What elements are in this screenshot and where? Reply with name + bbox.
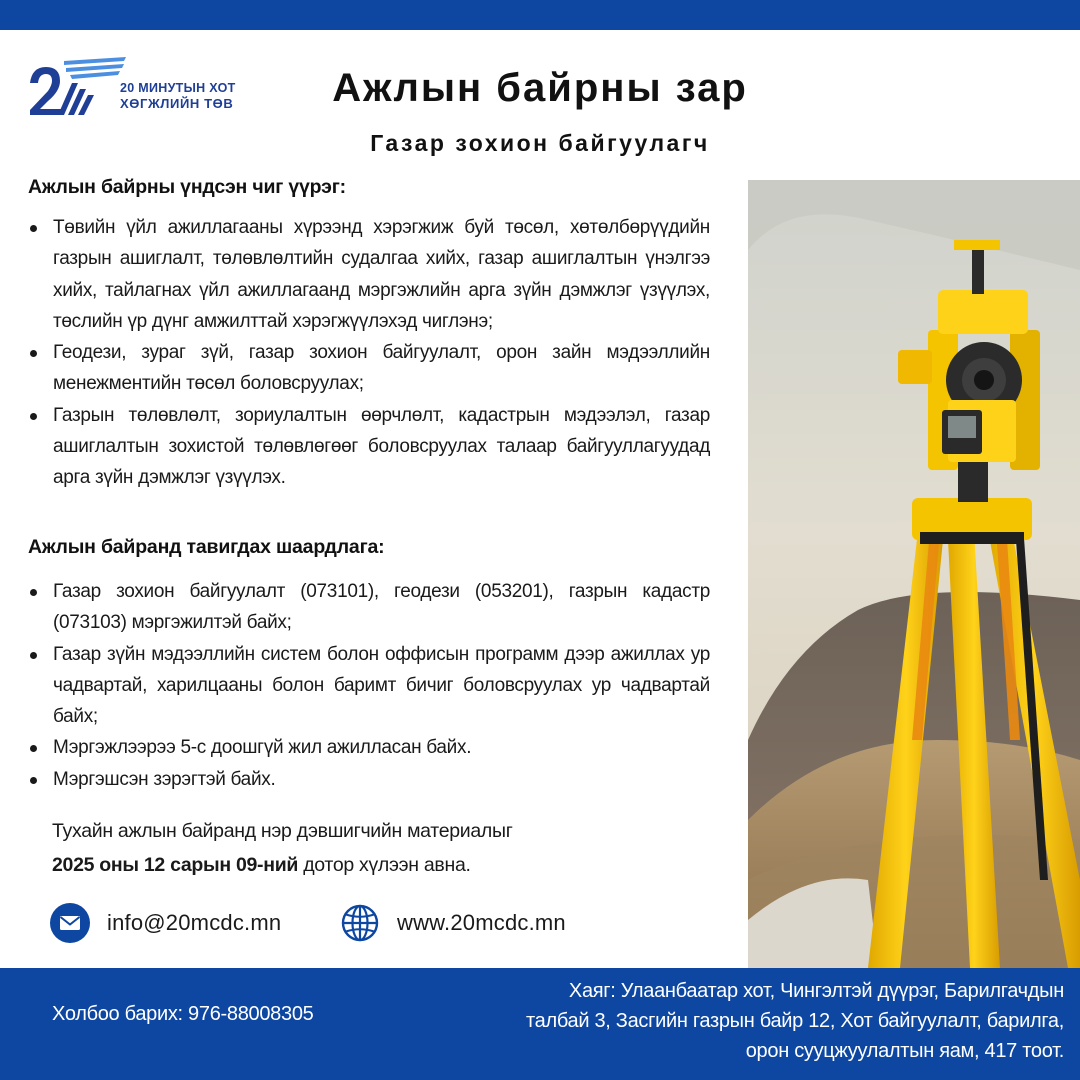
- requirement-text: Газар зүйн мэдээллийн систем болон оффисын программ дээр ажиллах ур чадвартай, харилцааны болон баримт бичиг боловсруулах ур чадвартай байх;: [53, 643, 710, 728]
- requirement-item: [28, 732, 710, 763]
- deadline-rest: дотор хүлээн авна.: [298, 854, 471, 876]
- bullet: [30, 589, 37, 596]
- bullet: [30, 745, 37, 752]
- office-address: [444, 976, 1064, 1066]
- bullet: [30, 777, 37, 784]
- total-station-illustration: [748, 180, 1080, 968]
- deadline-date: 2025 оны 12 сарын 09-ний: [52, 854, 299, 876]
- duty-text: Геодези, зураг зүй, газар зохион байгуулалт, орон зайн мэдээллийн менежментийн төсөл боловсруулах;: [53, 342, 710, 395]
- duty-text: Газрын төлөвлөлт, зориулалтын өөрчлөлт, кадастрын мэдээлэл, газар ашиглалтын зохистой төлөвлөгөөг боловсруулах талаар байгууллагуудад арга зүйн дэмжлэг үзүүлэх.: [53, 404, 710, 489]
- duty-item: [28, 337, 710, 400]
- contact-website[interactable]: [340, 903, 566, 943]
- requirement-text: Газар зохион байгуулалт (073101), геодези (053201), газрын кадастр (073103) мэргэжилтэй байх;: [53, 581, 710, 634]
- email-address[interactable]: info@20mcdc.mn: [107, 910, 282, 935]
- duties-list: [28, 212, 710, 494]
- top-accent-bar: [0, 0, 1080, 30]
- address-line: орон сууцжуулалтын яам, 417 тоот.: [745, 1040, 1064, 1062]
- logo-line-2: ХӨГЖЛИЙН ТӨВ: [120, 96, 234, 111]
- application-deadline: [52, 814, 732, 882]
- page-title: Ажлын байрны зар: [332, 66, 748, 110]
- envelope-icon: [50, 903, 90, 943]
- duty-item: [28, 400, 710, 494]
- bullet: [30, 652, 37, 659]
- requirements-heading: Ажлын байранд тавигдах шаардлага:: [28, 536, 385, 558]
- requirement-item: [28, 576, 710, 639]
- website-url[interactable]: www.20mcdc.mn: [397, 910, 566, 935]
- requirement-text: Мэргэжлээрээ 5-с доошгүй жил ажилласан байх.: [53, 737, 472, 759]
- bullet: [30, 350, 37, 357]
- deadline-line-1: Тухайн ажлын байранд нэр дэвшигчийн материалыг: [52, 820, 513, 842]
- job-position-title: Газар зохион байгуулагч: [370, 130, 710, 156]
- bullet: [30, 225, 37, 232]
- duty-text: Төвийн үйл ажиллагааны хүрээнд хэрэгжиж буй төсөл, хөтөлбөрүүдийн газрын ашиглалт, төлөвлөлтийн судалгаа хийх, газар ашиглалтын үнэлгээ хийх, тайлагнах үйл ажиллагаанд мэргэжлийн арга зүйн дэмжлэг үзүүлэх, төслийн үр дүнг амжилттай хэрэгжүүлэхэд чиглэнэ;: [53, 217, 710, 332]
- deadline-line-2: [52, 848, 732, 882]
- duty-item: [28, 212, 710, 337]
- requirement-text: Мэргэшсэн зэрэгтэй байх.: [53, 768, 276, 790]
- surveying-equipment-photo: [748, 180, 1080, 968]
- duties-heading: Ажлын байрны үндсэн чиг үүрэг:: [28, 176, 346, 198]
- logo-line-1: 20 МИНУТЫН ХОТ: [120, 81, 236, 95]
- address-line: талбай 3, Засгийн газрын байр 12, Хот байгуулалт, барилга,: [525, 1010, 1064, 1032]
- globe-icon: [340, 903, 380, 943]
- requirement-item: [28, 639, 710, 733]
- requirement-item: [28, 764, 710, 795]
- contact-phone: Холбоо барих: 976-88008305: [52, 1003, 314, 1025]
- requirements-list: [28, 576, 710, 795]
- bullet: [30, 413, 37, 420]
- contact-email[interactable]: [50, 903, 281, 943]
- address-line: Хаяг: Улаанбаатар хот, Чингэлтэй дүүрэг, Барилгачдын: [568, 980, 1064, 1002]
